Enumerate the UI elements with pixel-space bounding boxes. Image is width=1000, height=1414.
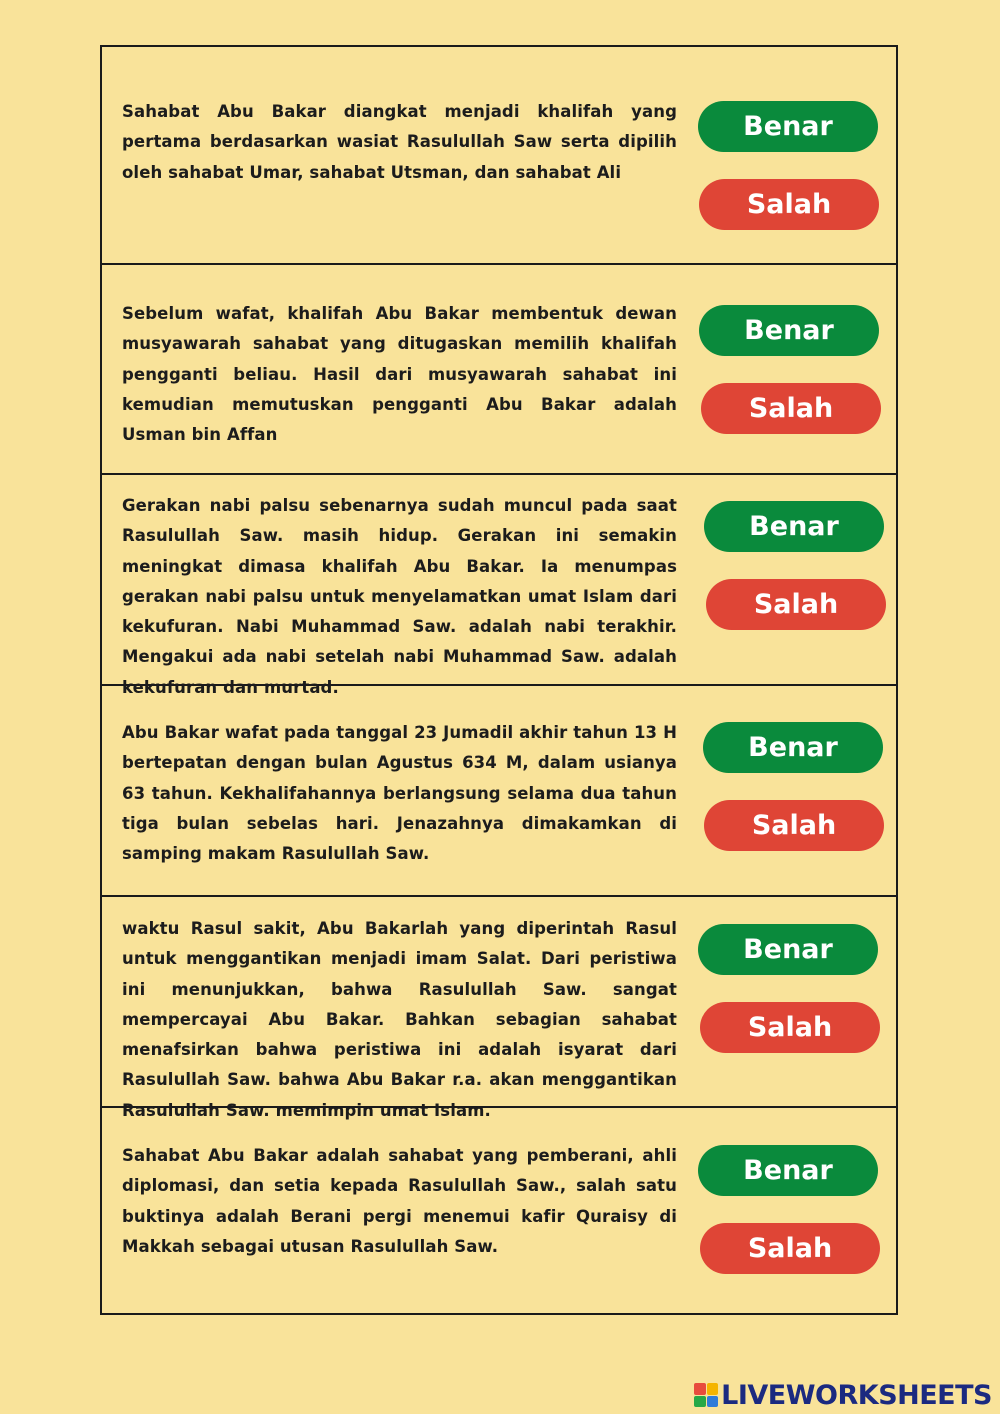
salah-button-2[interactable]: Salah [701, 383, 881, 434]
benar-button-4[interactable]: Benar [703, 722, 883, 773]
statement-row-6 [102, 1108, 896, 1317]
liveworksheets-brand-text: LIVEWORKSHEETS [721, 1379, 992, 1411]
statement-text-3: Gerakan nabi palsu sebenarnya sudah muncul pada saat Rasulullah Saw. masih hidup. Gerakan ini semakin meningkat dimasa khalifah Abu Bakar. Ia menumpas gerakan nabi palsu untuk menyelamatkan umat Islam dari kekufuran. Nabi Muhammad Saw. adalah nabi terakhir. Mengakui ada nabi setelah nabi Muhammad Saw. adalah kekufuran dan murtad. [122, 496, 677, 697]
salah-button-1[interactable]: Salah [699, 179, 879, 230]
benar-button-1[interactable]: Benar [698, 101, 878, 152]
benar-button-3[interactable]: Benar [704, 501, 884, 552]
statement-text-5: waktu Rasul sakit, Abu Bakarlah yang diperintah Rasul untuk menggantikan menjadi imam Salat. Dari peristiwa ini menunjukkan, bahwa Rasulullah Saw. sangat mempercayai Abu Bakar. Bahkan sebagian sahabat menafsirkan bahwa peristiwa ini adalah isyarat dari Rasulullah Saw. bahwa Abu Bakar r.a. akan menggantikan Rasulullah Saw. memimpin umat Islam. [122, 919, 677, 1120]
statement-row-2 [102, 265, 896, 475]
worksheet-table [100, 45, 898, 1315]
salah-button-5[interactable]: Salah [700, 1002, 880, 1053]
statement-text-6: Sahabat Abu Bakar adalah sahabat yang pemberani, ahli diplomasi, dan setia kepada Rasulullah Saw., salah satu buktinya adalah Berani pergi menemui kafir Quraisy di Makkah sebagai utusan Rasulullah Saw. [122, 1146, 677, 1256]
benar-button-5[interactable]: Benar [698, 924, 878, 975]
salah-button-4[interactable]: Salah [704, 800, 884, 851]
statement-row-3 [102, 475, 896, 697]
statement-text-1: Sahabat Abu Bakar diangkat menjadi khalifah yang pertama berdasarkan wasiat Rasulullah Saw serta dipilih oleh sahabat Umar, sahabat Utsman, dan sahabat Ali [122, 102, 677, 182]
statement-row-4 [102, 686, 896, 897]
salah-button-3[interactable]: Salah [706, 579, 886, 630]
statement-text-2: Sebelum wafat, khalifah Abu Bakar membentuk dewan musyawarah sahabat yang ditugaskan memilih khalifah pengganti beliau. Hasil dari musyawarah sahabat ini kemudian memutuskan pengganti Abu Bakar adalah Usman bin Affan [122, 304, 677, 445]
statement-text-4: Abu Bakar wafat pada tanggal 23 Jumadil akhir tahun 13 H bertepatan dengan bulan Agustus 634 M, dalam usianya 63 tahun. Kekhalifahannya berlangsung selama dua tahun tiga bulan sebelas hari. Jenazahnya dimakamkan di samping makam Rasulullah Saw. [122, 723, 677, 864]
liveworksheets-logo [694, 1378, 992, 1412]
salah-button-6[interactable]: Salah [700, 1223, 880, 1274]
statement-row-1 [102, 47, 896, 265]
liveworksheets-logo-icon [694, 1383, 718, 1407]
statement-row-5 [102, 897, 896, 1120]
benar-button-2[interactable]: Benar [699, 305, 879, 356]
benar-button-6[interactable]: Benar [698, 1145, 878, 1196]
